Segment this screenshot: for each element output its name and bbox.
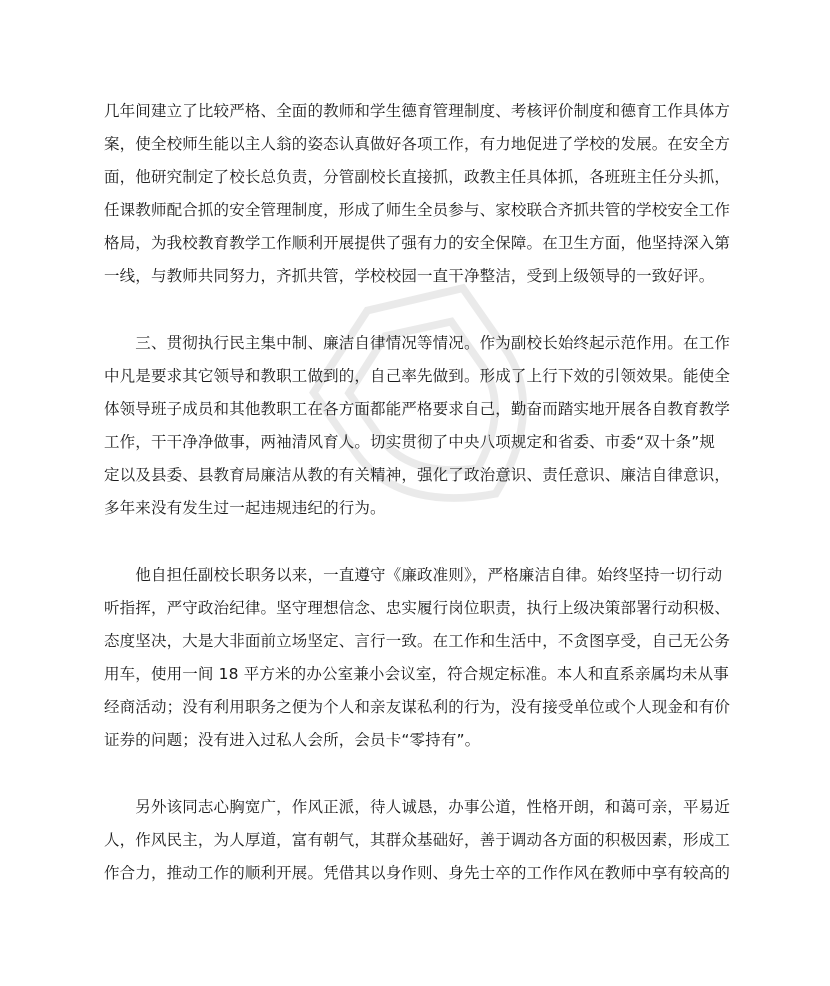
text-line: 任课教师配合抓的安全管理制度，形成了师生全员参与、家校联合齐抓共管的学校安全工作 [104, 201, 731, 219]
paragraph-gap [104, 525, 734, 559]
text-line: 作合力，推动工作的顺利开展。凭借其以身作则、身先士卒的工作作风在教师中享有较高的 [104, 864, 731, 882]
paragraph-1 [104, 95, 734, 293]
text-line: 经商活动；没有利用职务之便为个人和亲友谋私利的行为，没有接受单位或个人现金和有价 [104, 698, 731, 716]
text-line: 工作，干干净净做事，两袖清风育人。切实贯彻了中央八项规定和省委、市委“双十条”规 [104, 433, 716, 451]
paragraph-gap [104, 293, 734, 327]
text-line: 另外该同志心胸宽广，作风正派，待人诚恳，办事公道，性格开朗，和蔼可亲，平易近 [104, 798, 731, 816]
text-line: 定以及县委、县教育局廉洁从教的有关精神，强化了政治意识、责任意识、廉洁自律意识， [104, 466, 731, 484]
text-line: 态度坚决，大是大非面前立场坚定、言行一致。在工作和生活中，不贪图享受，自己无公务 [104, 632, 731, 650]
text-line: 人，作风民主，为人厚道，富有朝气，其群众基础好，善于调动各方面的积极因素，形成工 [104, 831, 731, 849]
paragraph-gap [104, 757, 734, 791]
text-line: 中凡是要求其它领导和教职工做到的，自己率先做到。形成了上行下效的引领效果。能使全 [104, 367, 731, 385]
paragraph-3 [104, 559, 734, 757]
text-line: 案，使全校师生能以主人翁的姿态认真做好各项工作，有力地促进了学校的发展。在安全方 [104, 135, 731, 153]
text-line: 一线，与教师共同努力，齐抓共管，学校校园一直干净整洁，受到上级领导的一致好评。 [104, 267, 715, 285]
text-line: 格局，为我校教育教学工作顺利开展提供了强有力的安全保障。在卫生方面，他坚持深入第 [104, 234, 731, 252]
document-body [104, 95, 734, 890]
text-line: 用车，使用一间 18 平方米的办公室兼小会议室，符合规定标准。本人和直系亲属均未从事 [104, 665, 729, 683]
text-line: 听指挥，严守政治纪律。坚守理想信念、忠实履行岗位职责，执行上级决策部署行动积极、 [104, 599, 731, 617]
text-line: 几年间建立了比较严格、全面的教师和学生德育管理制度、考核评价制度和德育工作具体方 [104, 102, 731, 120]
text-line: 三、贯彻执行民主集中制、廉洁自律情况等情况。作为副校长始终起示范作用。在工作 [104, 334, 731, 352]
text-line: 面，他研究制定了校长总负责，分管副校长直接抓，政教主任具体抓，各班班主任分头抓， [104, 168, 731, 186]
text-line: 多年来没有发生过一起违规违纪的行为。 [104, 499, 386, 517]
text-line: 体领导班子成员和其他教职工在各方面都能严格要求自己，勤奋而踏实地开展各自教育教学 [104, 400, 731, 418]
paragraph-2 [104, 327, 734, 525]
text-line: 证券的问题；没有进入过私人会所，会员卡“零持有”。 [104, 731, 481, 749]
text-line: 他自担任副校长职务以来，一直遵守《廉政准则》，严格廉洁自律。始终坚持一切行动 [104, 566, 723, 584]
paragraph-4 [104, 791, 734, 890]
